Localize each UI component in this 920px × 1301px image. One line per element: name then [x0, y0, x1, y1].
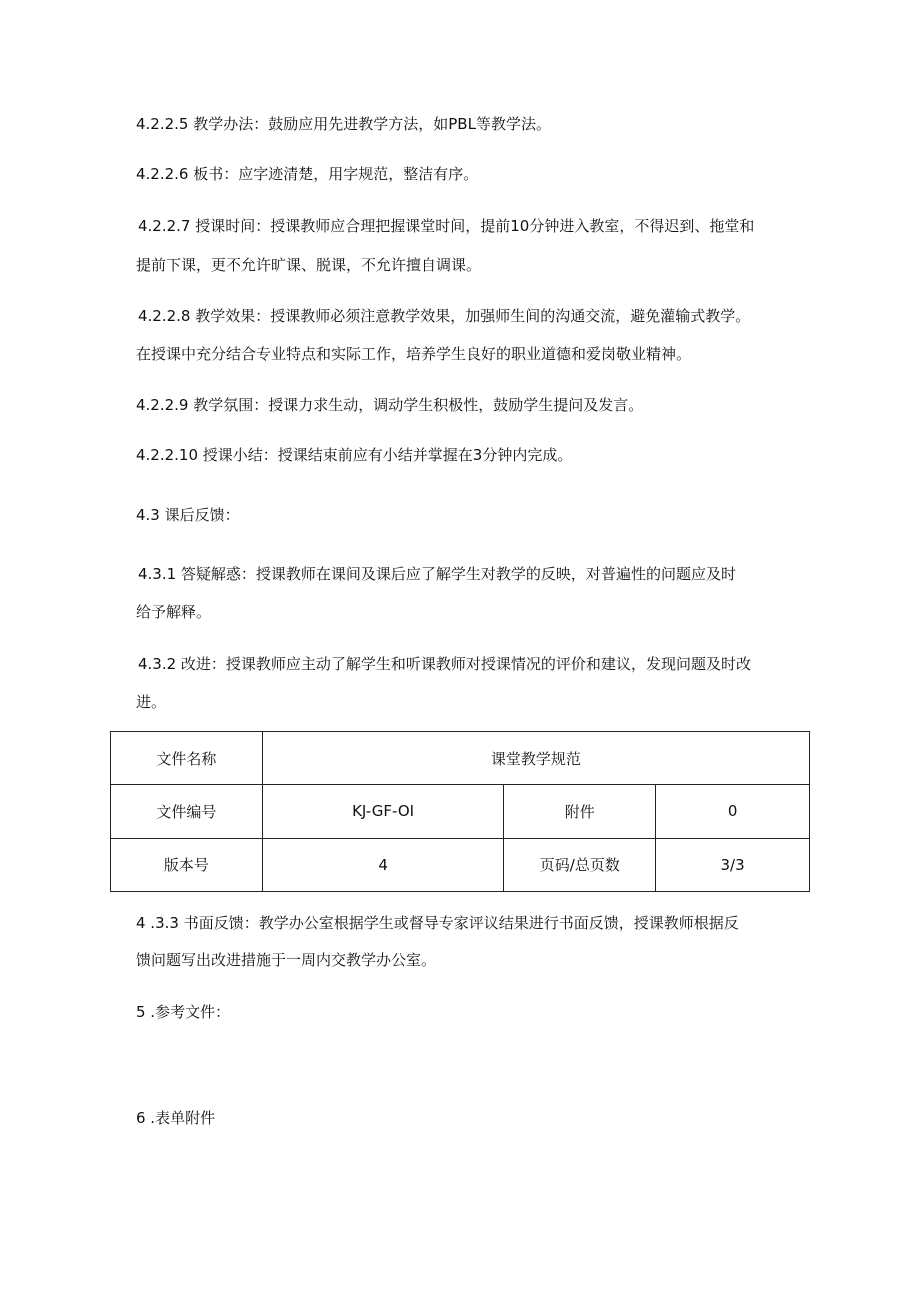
doc-number-label: 文件编号 [111, 785, 263, 838]
section-4-3-2-line1: 4.3.2 改进：授课教师应主动了解学生和听课教师对授课情况的评价和建议，发现问题及时改 [138, 655, 751, 673]
section-4-2-2-7-line2: 提前下课，更不允许旷课、脱课，不允许擅自调课。 [136, 256, 482, 274]
section-4-3-1-line2: 给予解释。 [136, 603, 212, 621]
doc-number-value: KJ-GF-OI [262, 785, 504, 838]
table-row [111, 785, 810, 838]
section-4-3-1-line1: 4.3.1 答疑解惑：授课教师在课间及课后应了解学生对教学的反映，对普遍性的问题应及时 [138, 565, 736, 583]
section-5-heading: 5 .参考文件： [136, 1003, 231, 1021]
page-count-value: 3/3 [656, 838, 810, 891]
table-row [111, 732, 810, 785]
section-4-2-2-6: 4.2.2.6 板书：应字迹清楚，用字规范，整洁有序。 [136, 165, 479, 183]
section-6-heading: 6 .表单附件 [136, 1109, 216, 1127]
section-4-2-2-10: 4.2.2.10 授课小结：授课结束前应有小结并掌握在3分钟内完成。 [136, 446, 573, 464]
doc-name-value: 课堂教学规范 [262, 732, 809, 785]
attachment-label: 附件 [504, 785, 656, 838]
page-count-label: 页码/总页数 [504, 838, 656, 891]
section-4-2-2-8-line1: 4.2.2.8 教学效果：授课教师必须注意教学效果，加强师生间的沟通交流，避免灌输式教学。 [138, 307, 751, 325]
section-4-3-3-line2: 馈问题写出改进措施于一周内交教学办公室。 [136, 951, 437, 969]
version-value: 4 [262, 838, 504, 891]
attachment-value: 0 [656, 785, 810, 838]
section-4-2-2-9: 4.2.2.9 教学氛围：授课力求生动，调动学生积极性，鼓励学生提问及发言。 [136, 396, 644, 414]
section-4-2-2-8-line2: 在授课中充分结合专业特点和实际工作，培养学生良好的职业道德和爱岗敬业精神。 [136, 345, 692, 363]
version-label: 版本号 [111, 838, 263, 891]
section-4-3-heading: 4.3 课后反馈： [136, 506, 240, 524]
section-4-3-3-line1: 4 .3.3 书面反馈：教学办公室根据学生或督导专家评议结果进行书面反馈，授课教师根据反 [136, 914, 739, 932]
section-4-2-2-7-line1: 4.2.2.7 授课时间：授课教师应合理把握课堂时间，提前10分钟进入教室，不得迟到、拖堂和 [138, 217, 755, 235]
section-4-3-2-line2: 进。 [136, 693, 167, 711]
table-row [111, 838, 810, 891]
section-4-2-2-5: 4.2.2.5 教学办法：鼓励应用先进教学方法，如PBL等教学法。 [136, 115, 551, 133]
document-info-table [110, 731, 810, 892]
doc-name-label: 文件名称 [111, 732, 263, 785]
